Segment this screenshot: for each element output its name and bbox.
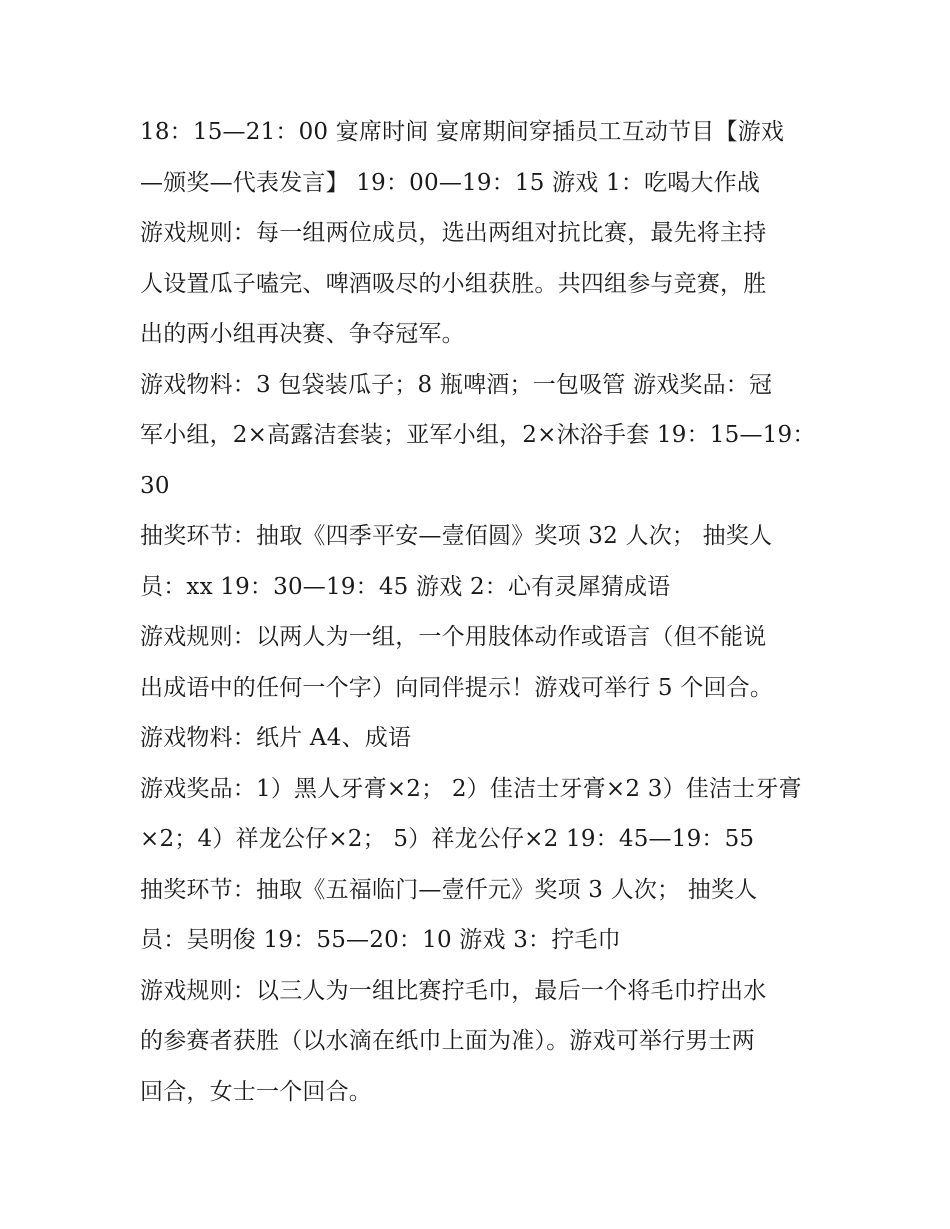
text-line-6: 游戏物料：3 包袋装瓜子；8 瓶啤酒；一包吸管 游戏奖品：冠 — [140, 371, 773, 398]
text-line-15: ×2；4）祥龙公仔×2； 5）祥龙公仔×2 19：45—19：55 — [140, 826, 755, 852]
text-line-3: 游戏规则：每一组两位成员，选出两组对抗比赛，最先将主持 — [140, 220, 767, 246]
text-line-11: 游戏规则：以两人为一组，一个用肢体动作或语言（但不能说 — [140, 624, 767, 650]
text-line-10: 员：xx 19：30—19：45 游戏 2：心有灵犀猜成语 — [140, 573, 671, 600]
text-line-20: 回合，女士一个回合。 — [140, 1078, 372, 1105]
text-line-2: —颁奖—代表发言】 19：00—19：15 游戏 1：吃喝大作战 — [140, 169, 761, 196]
text-line-16: 抽奖环节：抽取《五福临门—壹仟元》奖项 3 人次； 抽奖人 — [140, 876, 758, 903]
text-line-13: 游戏物料：纸片 A4、成语 — [140, 725, 412, 751]
text-line-7: 军小组，2×高露洁套装；亚军小组，2×沐浴手套 19：15—19： — [140, 422, 816, 448]
text-line-9: 抽奖环节：抽取《四季平安—壹佰圆》奖项 32 人次； 抽奖人 — [140, 523, 773, 549]
text-line-8: 30 — [140, 472, 170, 499]
text-line-1: 18：15—21：00 宴席时间 宴席期间穿插员工互动节目【游戏 — [140, 119, 785, 145]
text-line-4: 人设置瓜子嗑完、啤酒吸尽的小组获胜。共四组参与竞赛，胜 — [140, 270, 767, 297]
text-line-12: 出成语中的任何一个字）向同伴提示！游戏可举行 5 个回合。 — [140, 674, 774, 701]
text-line-14: 游戏奖品：1）黑人牙膏×2； 2）佳洁士牙膏×2 3）佳洁士牙膏 — [140, 775, 802, 802]
body-text — [140, 107, 830, 1117]
text-line-19: 的参赛者获胜（以水滴在纸巾上面为准）。游戏可举行男士两 — [140, 1028, 755, 1054]
text-line-17: 员：吴明俊 19：55—20：10 游戏 3：拧毛巾 — [140, 927, 621, 953]
text-line-18: 游戏规则：以三人为一组比赛拧毛巾，最后一个将毛巾拧出水 — [140, 977, 767, 1004]
text-line-5: 出的两小组再决赛、争夺冠军。 — [140, 321, 465, 347]
